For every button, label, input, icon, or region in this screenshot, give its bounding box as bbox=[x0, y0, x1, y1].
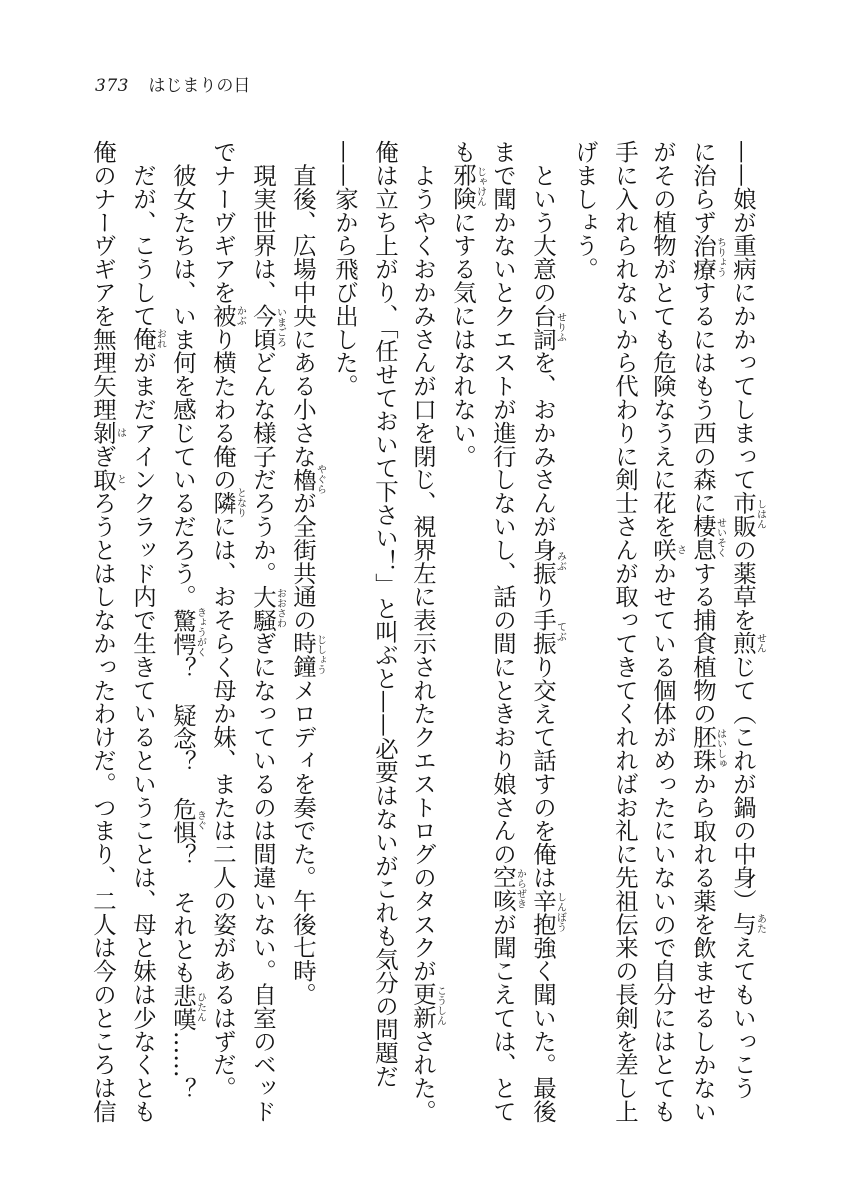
text-line bbox=[85, 140, 125, 1135]
ruby-annotation: ちりょう bbox=[714, 233, 726, 281]
text-line bbox=[565, 140, 605, 1135]
text-segment: という大意の bbox=[529, 140, 557, 304]
ruby-annotation: てぶ bbox=[554, 608, 566, 655]
text-line bbox=[525, 140, 565, 1135]
text-line bbox=[245, 140, 285, 1135]
ruby-annotation: しんぼう bbox=[554, 888, 566, 936]
text-line bbox=[605, 140, 645, 1135]
text-segment: に治らず bbox=[689, 140, 717, 234]
text-segment: を、おかみさんが bbox=[529, 350, 557, 538]
ruby-annotation: せん bbox=[754, 631, 766, 655]
text-segment: が聞こえては、とて bbox=[489, 912, 517, 1123]
ruby-word bbox=[169, 607, 206, 658]
text-segment: だが、こうして bbox=[129, 140, 157, 328]
text-segment: じて（これが鍋の中身） bbox=[729, 654, 757, 913]
text-line bbox=[205, 140, 245, 1135]
ruby-base: 危惧 bbox=[169, 796, 197, 844]
text-segment: がその植物がとても危険なうえに花を bbox=[649, 140, 677, 538]
ruby-base: 市販 bbox=[729, 490, 757, 538]
text-segment: ？ それとも bbox=[169, 843, 197, 985]
text-segment: 直後、広場中央にある小さな bbox=[289, 140, 317, 468]
text-segment: どんな様子だろうか。 bbox=[249, 350, 277, 585]
ruby-base: 身振 bbox=[529, 537, 557, 585]
text-segment: ようやくおかみさんが口を閉じ、視界左に表示されたクエストログのタスクが bbox=[409, 140, 437, 983]
ruby-annotation: いまごろ bbox=[274, 303, 286, 351]
text-segment: 現実世界は、 bbox=[249, 140, 277, 304]
ruby-base: 咲 bbox=[649, 537, 677, 562]
ruby-annotation: じしょう bbox=[314, 631, 326, 679]
ruby-word bbox=[249, 584, 286, 632]
text-segment: ろうとはしなかったわけだ。つまり、二人は今のところは信 bbox=[89, 491, 117, 1123]
text-line bbox=[685, 140, 725, 1135]
ruby-annotation: おおさわ bbox=[274, 584, 286, 632]
ruby-word bbox=[729, 631, 766, 655]
text-segment: まで聞かないとクエストが進行しないし、話の間にときおり娘さんの bbox=[489, 140, 517, 866]
ruby-word bbox=[289, 464, 326, 495]
ruby-annotation: はいしゅ bbox=[714, 725, 726, 772]
text-segment: する捕食植物の bbox=[689, 561, 717, 726]
ruby-annotation: となり bbox=[234, 487, 246, 518]
ruby-word bbox=[449, 163, 486, 211]
text-segment: でナーヴギアを bbox=[209, 140, 237, 304]
ruby-word bbox=[649, 537, 686, 562]
text-segment: から取れる薬を飲ませるしかない bbox=[689, 771, 717, 1123]
ruby-word bbox=[89, 467, 126, 492]
text-segment: された。 bbox=[409, 1029, 437, 1123]
running-title: はじまりの日 bbox=[148, 76, 251, 96]
text-segment: 強く聞いた。最後 bbox=[529, 935, 557, 1123]
text-segment: にする気にはなれない。 bbox=[449, 210, 477, 468]
ruby-base: 悲嘆 bbox=[169, 984, 197, 1031]
ruby-base: 胚珠 bbox=[689, 725, 717, 772]
body-text bbox=[85, 140, 765, 1135]
text-segment: 彼女たちは、いま何を感じているだろう。 bbox=[169, 140, 197, 608]
page-number: 373 bbox=[95, 76, 129, 96]
ruby-base: 櫓 bbox=[289, 464, 317, 495]
ruby-base: 空咳 bbox=[489, 865, 517, 913]
ruby-base: 時鐘 bbox=[289, 631, 317, 679]
ruby-annotation: せいそく bbox=[714, 514, 726, 562]
ruby-word bbox=[169, 984, 206, 1031]
ruby-word bbox=[729, 490, 766, 538]
ruby-annotation: みぶ bbox=[554, 537, 566, 585]
text-line bbox=[165, 140, 205, 1135]
text-segment: の薬草を bbox=[729, 537, 757, 632]
ruby-base: 台詞 bbox=[529, 303, 557, 351]
text-segment: り横たわる俺の bbox=[209, 327, 237, 492]
ruby-word bbox=[689, 725, 726, 772]
text-segment: ぎになっているのは間違いない。自室のベッド bbox=[249, 631, 277, 1123]
ruby-word bbox=[529, 537, 566, 585]
ruby-word bbox=[289, 631, 326, 679]
ruby-annotation: からぜき bbox=[514, 865, 526, 913]
text-segment: 俺のナーヴギアを無理矢理 bbox=[89, 140, 117, 421]
text-segment: がまだアインクラッド内で生きているということは、母と妹は少なくとも bbox=[129, 350, 157, 1123]
ruby-word bbox=[689, 233, 726, 281]
text-segment: かせている個体がめったにいないので自分にはとても bbox=[649, 561, 677, 1123]
text-segment: には、おそらく母か妹、または二人の姿があるはずだ。 bbox=[209, 514, 237, 1100]
ruby-base: 驚愕 bbox=[169, 607, 197, 658]
ruby-word bbox=[689, 514, 726, 562]
ruby-annotation: きぐ bbox=[194, 796, 206, 844]
ruby-annotation: は bbox=[114, 420, 126, 445]
text-segment: えてもいっこう bbox=[729, 935, 757, 1100]
text-segment: するにはもう西の森に bbox=[689, 280, 717, 515]
ruby-word bbox=[529, 608, 566, 655]
ruby-annotation: あた bbox=[754, 912, 766, 936]
running-header bbox=[95, 74, 250, 98]
ruby-word bbox=[89, 420, 126, 445]
ruby-base: 与 bbox=[729, 912, 757, 936]
text-segment: り交えて話すのを俺は bbox=[529, 654, 557, 889]
text-segment: ……？ bbox=[169, 1030, 197, 1102]
text-line bbox=[445, 140, 485, 1135]
text-segment: が全街共通の bbox=[289, 491, 317, 632]
ruby-word bbox=[249, 303, 286, 351]
text-segment: も bbox=[449, 140, 477, 164]
ruby-annotation: ひたん bbox=[194, 984, 206, 1031]
ruby-word bbox=[209, 487, 246, 518]
ruby-base: 辛抱 bbox=[529, 888, 557, 936]
ruby-annotation: せりふ bbox=[554, 303, 566, 351]
text-line bbox=[405, 140, 445, 1135]
ruby-base: 更新 bbox=[409, 982, 437, 1030]
ruby-annotation: やぐら bbox=[314, 464, 326, 495]
ruby-base: 被 bbox=[209, 303, 237, 328]
ruby-base: 治療 bbox=[689, 233, 717, 281]
text-segment: ？ 疑念？ bbox=[169, 656, 197, 797]
ruby-annotation: しはん bbox=[754, 490, 766, 538]
ruby-word bbox=[169, 796, 206, 844]
ruby-base: 棲息 bbox=[689, 514, 717, 562]
ruby-annotation: こうしん bbox=[434, 982, 446, 1030]
ruby-base: 取 bbox=[89, 467, 117, 492]
ruby-base: 俺 bbox=[129, 327, 157, 351]
ruby-word bbox=[529, 303, 566, 351]
ruby-word bbox=[529, 888, 566, 936]
ruby-word bbox=[129, 327, 166, 351]
ruby-annotation: かぶ bbox=[234, 303, 246, 328]
text-segment: ——娘が重病にかかってしまって bbox=[729, 140, 757, 491]
text-segment: 手に入れられないから代わりに剣士さんが取ってきてくれればお礼に先祖伝来の長剣を差し上 bbox=[611, 140, 639, 1123]
ruby-annotation: おれ bbox=[154, 327, 166, 351]
text-line bbox=[285, 140, 325, 1135]
text-line bbox=[645, 140, 685, 1135]
text-segment: げましょう。 bbox=[571, 140, 599, 281]
ruby-base: 邪険 bbox=[449, 163, 477, 211]
text-line bbox=[125, 140, 165, 1135]
ruby-base: 剝 bbox=[89, 420, 117, 445]
text-segment: 俺は立ち上がり、「任せておいて下さい！」と叫ぶと——必要はないがこれも気分の問題だ bbox=[371, 140, 399, 1088]
text-segment: ——家から飛び出した。 bbox=[331, 140, 359, 398]
ruby-base: 手振 bbox=[529, 608, 557, 655]
ruby-word bbox=[489, 865, 526, 913]
ruby-base: 今頃 bbox=[249, 303, 277, 351]
ruby-word bbox=[729, 912, 766, 936]
text-segment: メロディを奏でた。午後七時。 bbox=[289, 678, 317, 1006]
ruby-annotation: じゃけん bbox=[474, 163, 486, 211]
text-line bbox=[725, 140, 765, 1135]
ruby-word bbox=[209, 303, 246, 328]
ruby-annotation: さ bbox=[674, 537, 686, 562]
ruby-base: 煎 bbox=[729, 631, 757, 655]
text-segment: ぎ bbox=[89, 444, 117, 468]
text-segment: り bbox=[529, 584, 557, 609]
ruby-annotation: と bbox=[114, 467, 126, 492]
ruby-base: 隣 bbox=[209, 487, 237, 518]
text-line bbox=[365, 140, 405, 1135]
text-line bbox=[325, 140, 365, 1135]
text-line bbox=[485, 140, 525, 1135]
ruby-base: 大騒 bbox=[249, 584, 277, 632]
ruby-annotation: きょうがく bbox=[194, 607, 206, 658]
ruby-word bbox=[409, 982, 446, 1030]
